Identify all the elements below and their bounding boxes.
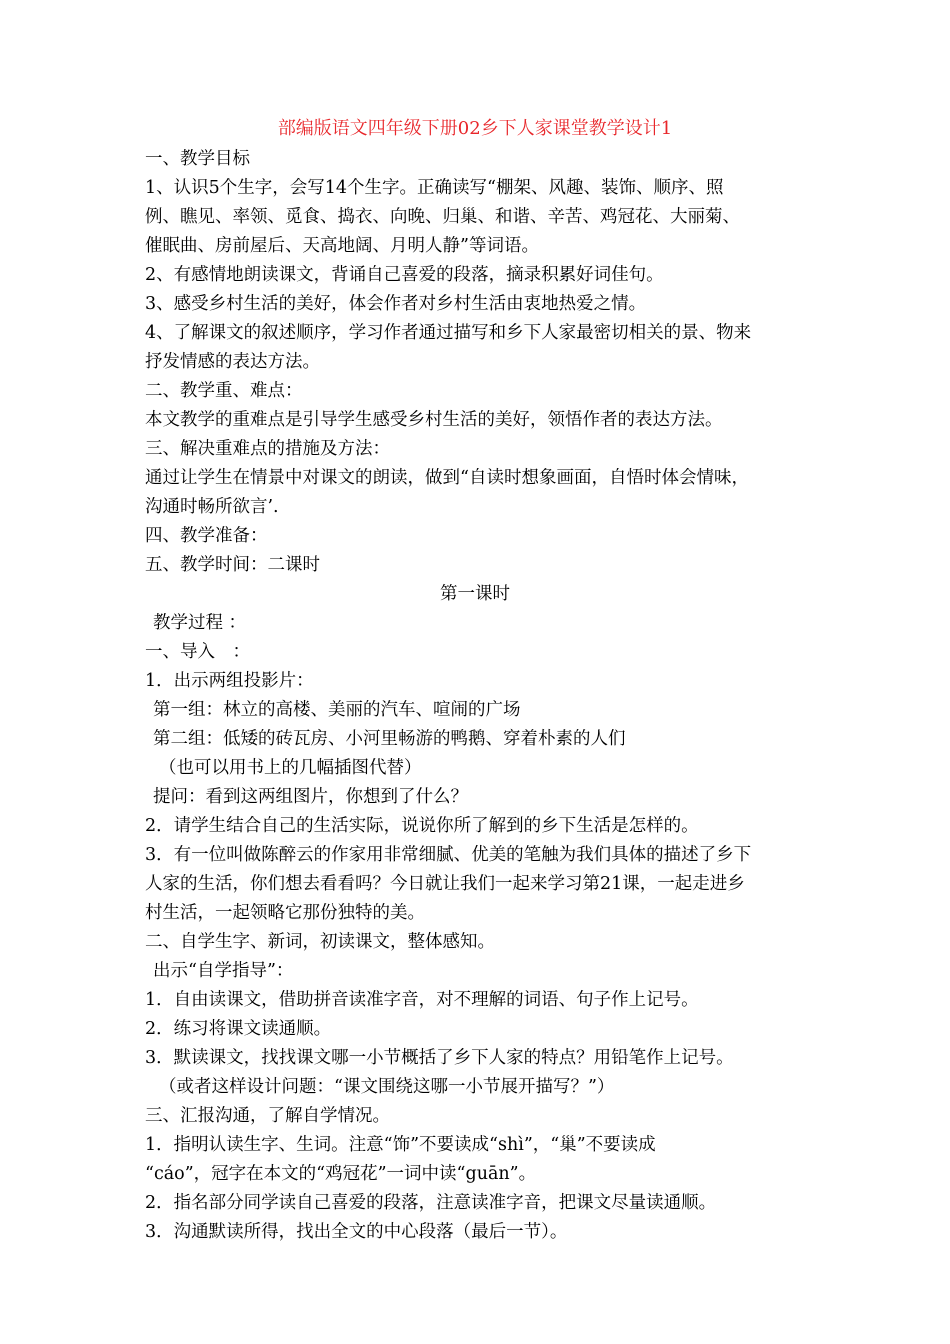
paragraph-line: 3．有一位叫做陈醉云的作家用非常细腻、优美的笔触为我们具体的描述了乡下 xyxy=(145,845,752,865)
paragraph-line: 4、了解课文的叙述顺序，学习作者通过描写和乡下人家最密切相关的景、物来 xyxy=(145,323,752,343)
paragraph-line: 提问：看到这两组图片，你想到了什么？ xyxy=(153,787,468,807)
paragraph-line: 人家的生活，你们想去看看吗？今日就让我们一起来学习第21课，一起走进乡 xyxy=(145,874,745,894)
paragraph-line: 3、感受乡村生活的美好，体会作者对乡村生活由衷地热爱之情。 xyxy=(145,294,647,314)
paragraph-line: 第一组：林立的高楼、美丽的汽车、喧闹的广场 xyxy=(153,700,521,720)
paragraph-line: 例、瞧见、率领、觅食、捣衣、向晚、归巢、和谐、辛苦、鸡冠花、大丽菊、 xyxy=(145,207,740,227)
heading-key-points: 二、教学重、难点： xyxy=(145,381,303,401)
paragraph-line: 本文教学的重难点是引导学生感受乡村生活的美好，领悟作者的表达方法。 xyxy=(145,410,723,430)
document-body xyxy=(145,145,825,1247)
paragraph-line: （也可以用书上的几幅插图代替） xyxy=(159,758,422,778)
paragraph-line: （或者这样设计问题：“课文围绕这哪一小节展开描写？”） xyxy=(159,1077,615,1097)
paragraph-line: 1．自由读课文，借助拼音读准字音，对不理解的词语、句子作上记号。 xyxy=(145,990,699,1010)
paragraph-line: 沟通时畅所欲言’. xyxy=(145,497,279,517)
heading-intro: 一、导入 ： xyxy=(145,642,250,662)
paragraph-line: 2．练习将课文读通顺。 xyxy=(145,1019,332,1039)
heading-self-study: 二、自学生字、新词，初读课文，整体感知。 xyxy=(145,932,495,952)
paragraph-line: 1．出示两组投影片： xyxy=(145,671,314,691)
paragraph-line: 3．沟通默读所得，找出全文的中心段落（最后一节）。 xyxy=(145,1222,568,1242)
heading-process: 教学过程 ： xyxy=(153,613,247,633)
paragraph-line: 抒发情感的表达方法。 xyxy=(145,352,320,372)
paragraph-line: 第二组：低矮的砖瓦房、小河里畅游的鸭鹅、穿着朴素的人们 xyxy=(153,729,626,749)
heading-report: 三、汇报沟通，了解自学情况。 xyxy=(145,1106,390,1126)
paragraph-line: 村生活，一起领略它那份独特的美。 xyxy=(145,903,425,923)
paragraph-line: 2．指名部分同学读自己喜爱的段落，注意读准字音，把课文尽量读通顺。 xyxy=(145,1193,717,1213)
paragraph-line: 3．默读课文，找找课文哪一小节概括了乡下人家的特点？用铅笔作上记号。 xyxy=(145,1048,734,1068)
paragraph-line: “cáo”，冠字在本文的“鸡冠花”一词中读“guān”。 xyxy=(145,1164,537,1184)
paragraph-line: 出示“自学指导”： xyxy=(153,961,294,981)
heading-preparation: 四、教学准备： xyxy=(145,526,268,546)
heading-time: 五、教学时间：二课时 xyxy=(145,555,320,575)
paragraph-line: 2、有感情地朗读课文，背诵自己喜爱的段落，摘录积累好词佳句。 xyxy=(145,265,664,285)
paragraph-line: 1．指明认读生字、生词。注意“饰”不要读成“shì”，“巢”不要读成 xyxy=(145,1135,656,1155)
heading-methods: 三、解决重难点的措施及方法： xyxy=(145,439,390,459)
paragraph-line: 通过让学生在情景中对课文的朗读，做到“自读时想象画面，自悟时体会情味， xyxy=(145,468,749,488)
document-title: 部编版语文四年级下册02乡下人家课堂教学设计1 xyxy=(277,118,673,139)
paragraph-line: 催眠曲、房前屋后、天高地阔、月明人静”等词语。 xyxy=(145,236,539,256)
paragraph-line: 1、认识5个生字，会写14个生字。正确读写“棚架、风趣、装饰、顺序、照 xyxy=(145,178,724,198)
section-title-first-lesson: 第一课时 xyxy=(440,584,510,604)
paragraph-line: 2．请学生结合自己的生活实际，说说你所了解到的乡下生活是怎样的。 xyxy=(145,816,699,836)
heading-objectives: 一、教学目标 xyxy=(145,149,250,169)
